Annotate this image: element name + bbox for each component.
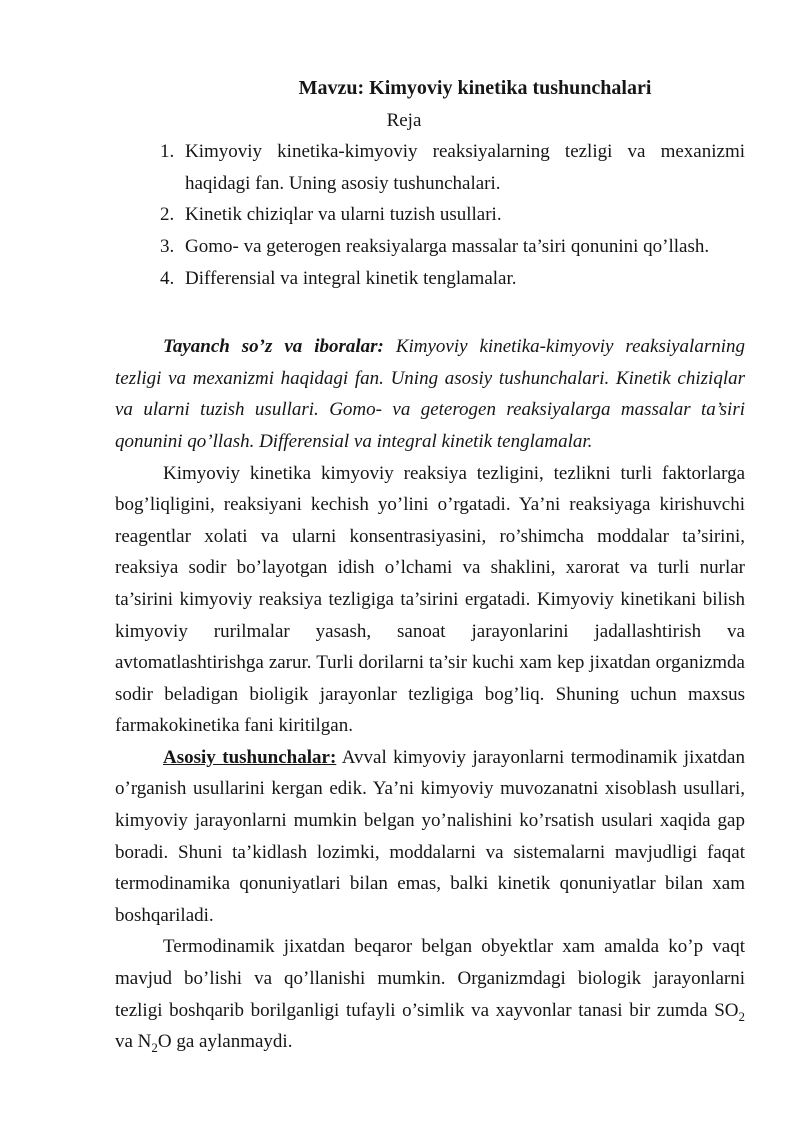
thermo-text-2: va N — [115, 1031, 152, 1053]
subscript-n2o: 2 — [151, 1040, 158, 1056]
thermodynamics-paragraph — [115, 931, 745, 1057]
list-item-text: Gomo- va geterogen reaksiyalarga massalar ta’siri qonunini qo’llash. — [185, 235, 710, 257]
list-item-number: 1. — [160, 141, 175, 163]
plan-list — [115, 136, 745, 294]
list-item-number: 3. — [160, 235, 175, 257]
list-item-text: Kimyoviy kinetika-kimyoviy reaksiyalarning tezligi va mexanizmi haqidagi fan. Uning asosiy tushunchalari. — [185, 141, 745, 194]
concepts-paragraph — [115, 742, 745, 932]
kinetics-paragraph: Kimyoviy kinetika kimyoviy reaksiya tezligini, tezlikni turli faktorlarga bog’liqligini, reaksiyani kechish yo’lini o’rgatadi. Ya’ni reaksiyaga kirishuvchi reagentlar xolati va ularni konsentrasiyasini, ro’shimcha moddalar ta’sirini, reaksiya sodir bo’layotgan idish o’lchami va shaklini, xarorat va turli nurlar ta’sirini kimyoviy reaksiya tezligiga ta’sirini ergatadi. Kimyoviy kinetikani bilish kimyoviy rurilmalar yasash, sanoat jarayonlarini jadallashtirish va avtomatlashtirishga zarur. Turli dorilarni ta’sir kuchi xam kep jixatdan organizmda sodir beladigan bioligik jarayonlar tezligiga bog’liq. Shuning uchun maxsus farmakokinetika fani kiritilgan. — [115, 462, 745, 737]
list-item — [160, 199, 745, 231]
keywords-paragraph — [115, 331, 745, 457]
list-item-text: Differensial va integral kinetik tenglamalar. — [185, 267, 517, 289]
keywords-text: Kimyoviy kinetika-kimyoviy reaksiyalarning tezligi va mexanizmi haqidagi fan. Uning asosiy tushunchalari. Kinetik chiziqlar va ularni tuzish usullari. Gomo- va geterogen reaksiyalarga massalar ta’siri qonunini qo’llash. Differensial va integral kinetik tenglamalar. — [115, 336, 746, 452]
concepts-text: Avval kimyoviy jarayonlarni termodinamik jixatdan o’rganish usullarini kergan edik. Ya’ni kimyoviy muvozanatni xisoblash usullari, kimyoviy jarayonlarni mumkin belgan yo’nalishini ko’rsatish usulari xaqida gap boradi. Shuni ta’kidlash lozimki, moddalarni va sistemalarni mavjudligi faqat termodinamika qonuniyatlari bilan emas, balki kinetik qonuniyatlar bilan xam boshqariladi. — [115, 746, 745, 926]
list-item-number: 2. — [160, 204, 175, 226]
list-item — [160, 231, 745, 263]
list-item-number: 4. — [160, 267, 175, 289]
plan-heading: Reja — [386, 109, 422, 131]
concepts-label: Asosiy tushunchalar: — [163, 746, 337, 768]
list-item — [160, 263, 745, 295]
keywords-label: Tayanch so’z va iboralar: — [163, 336, 384, 358]
thermo-text-3: O ga aylanmaydi. — [157, 1031, 293, 1053]
subscript-so2: 2 — [738, 1008, 745, 1024]
list-item-text: Kinetik chiziqlar va ularni tuzish usullari. — [185, 204, 502, 226]
list-item — [160, 136, 745, 199]
thermo-text-1: Termodinamik jixatdan beqaror belgan obyektlar xam amalda ko’p vaqt mavjud bo’lishi va qo’llanishi mumkin. Organizmdagi biologik jarayonlarni tezligi boshqarib borilganligi tufayli o’simlik va xayvonlar tanasi bir zumda SO — [115, 936, 745, 1021]
document-title: Mavzu: Kimyoviy kinetika tushunchalari — [298, 77, 652, 99]
